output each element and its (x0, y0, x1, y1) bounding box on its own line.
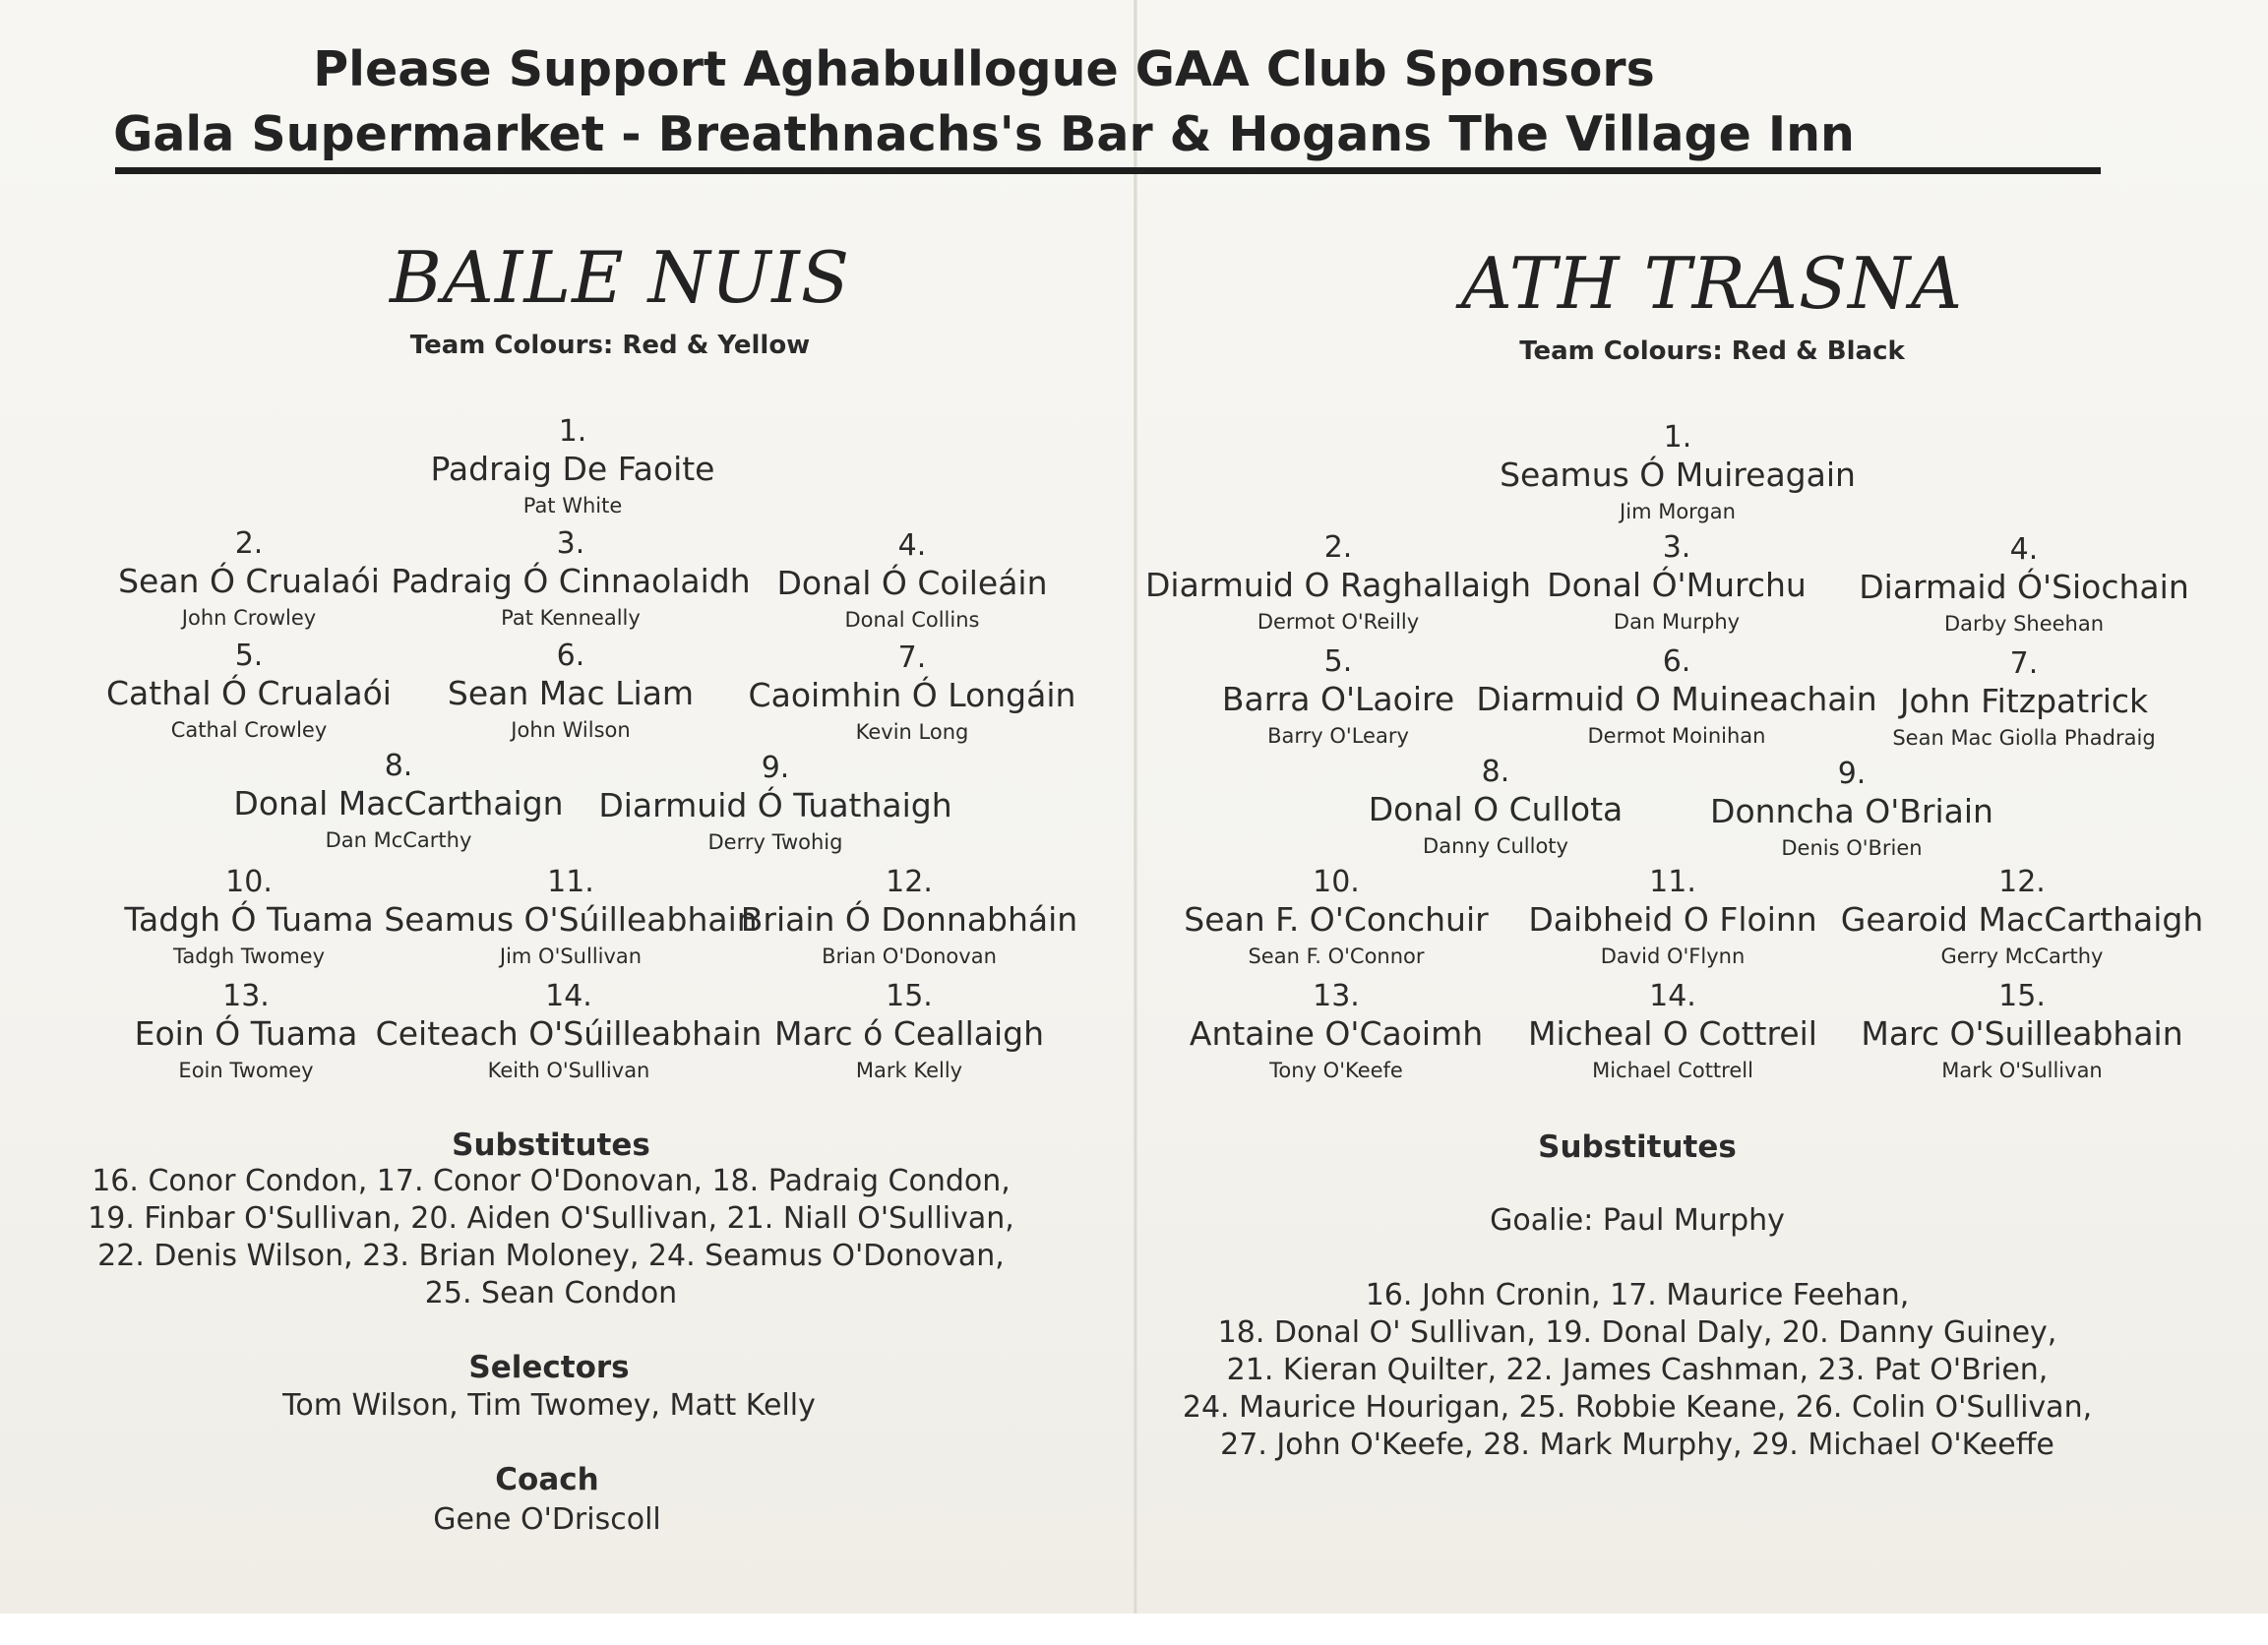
player-slot (391, 527, 750, 634)
coach-title: Coach (495, 1462, 599, 1497)
left-subs-line: 19. Finbar O'Sullivan, 20. Aiden O'Sullivan, 21. Niall O'Sullivan, (88, 1201, 1014, 1236)
player-number: 5. (234, 639, 264, 673)
player-english-name: Pat White (522, 494, 623, 518)
player-slot (118, 527, 380, 634)
player-english-name: Jim O'Sullivan (499, 944, 643, 968)
right-subs-line: 21. Kieran Quilter, 22. James Cashman, 23. Pat O'Brien, (1226, 1353, 2049, 1387)
right-subs-line: 18. Donal O' Sullivan, 19. Donal Daly, 20. Danny Guiney, (1217, 1315, 2057, 1350)
player-english-name: Jim Morgan (1620, 500, 1736, 523)
player-number: 2. (1323, 530, 1353, 565)
left-subs-line: 22. Denis Wilson, 23. Brian Moloney, 24. Seamus O'Donovan, (97, 1239, 1005, 1273)
left-subs-line: 25. Sean Condon (424, 1276, 678, 1310)
left-subs-list (88, 1163, 1014, 1312)
right-subs-line: 16. John Cronin, 17. Maurice Feehan, (1365, 1278, 1910, 1312)
sponsor-heading-line1: Please Support Aghabullogue GAA Club Sponsors (313, 41, 1655, 97)
player-english-name: Darby Sheehan (1943, 612, 2105, 636)
player-irish-name: Diarmuid O Muineachain (1476, 680, 1877, 718)
player-slot (1710, 758, 1993, 864)
player-irish-name: Barra O'Laoire (1221, 680, 1455, 718)
player-slot (598, 752, 951, 858)
player-slot (1500, 421, 1856, 527)
player-english-name: Michael Cottrell (1592, 1059, 1753, 1082)
player-english-name: David O'Flynn (1600, 944, 1746, 968)
player-irish-name: Padraig De Faoite (430, 450, 715, 488)
player-slot (741, 866, 1077, 972)
left-team-colours: Team Colours: Red & Yellow (409, 331, 811, 360)
player-number: 4. (897, 528, 927, 563)
player-english-name: Dermot Moinihan (1587, 724, 1766, 748)
player-number: 15. (886, 979, 933, 1013)
player-slot (1547, 531, 1807, 638)
header-rule (115, 167, 2101, 174)
player-number: 8. (1481, 755, 1510, 789)
player-irish-name: Sean Mac Liam (447, 674, 695, 712)
player-english-name: John Crowley (181, 606, 317, 630)
player-irish-name: Ceiteach O'Súilleabhain (375, 1014, 763, 1053)
player-number: 7. (2009, 646, 2039, 681)
player-number: 2. (234, 526, 264, 561)
player-number: 9. (761, 751, 790, 785)
player-irish-name: Gearoid MacCarthaigh (1840, 900, 2204, 939)
player-irish-name: Donal MacCarthaign (233, 784, 564, 822)
player-slot (776, 529, 1047, 636)
player-english-name: Denis O'Brien (1781, 836, 1923, 860)
player-irish-name: Donal Ó'Murchu (1547, 566, 1807, 604)
player-english-name: Barry O'Leary (1267, 724, 1409, 748)
player-irish-name: Diarmuid O Raghallaigh (1144, 566, 1532, 604)
player-number: 1. (558, 414, 587, 449)
player-irish-name: Caoimhin Ó Longáin (748, 676, 1076, 714)
player-english-name: Tony O'Keefe (1269, 1059, 1403, 1082)
player-slot (1528, 980, 1817, 1086)
coach-name: Gene O'Driscoll (433, 1502, 661, 1537)
player-english-name: Donal Collins (844, 608, 980, 632)
player-slot (774, 980, 1044, 1086)
player-english-name: John Wilson (511, 718, 631, 742)
player-number: 9. (1837, 757, 1867, 791)
player-english-name: Derry Twohig (707, 830, 843, 854)
player-number: 8. (384, 749, 413, 783)
player-english-name: Mark O'Sullivan (1941, 1059, 2103, 1082)
player-irish-name: John Fitzpatrick (1899, 682, 2149, 720)
player-irish-name: Micheal O Cottreil (1528, 1014, 1817, 1053)
player-slot (233, 750, 563, 856)
player-irish-name: Daibheid O Floinn (1528, 900, 1817, 939)
goalie-line: Goalie: Paul Murphy (1490, 1203, 1785, 1238)
player-english-name: Tadgh Twomey (172, 944, 326, 968)
player-slot (431, 415, 715, 521)
player-number: 14. (1649, 979, 1696, 1013)
player-slot (1222, 645, 1454, 752)
player-irish-name: Seamus O'Súilleabhain (384, 900, 758, 939)
player-slot (384, 866, 757, 972)
player-irish-name: Marc ó Ceallaigh (773, 1014, 1045, 1053)
player-slot (448, 640, 694, 746)
player-irish-name: Marc O'Suilleabhain (1861, 1014, 2183, 1053)
player-number: 10. (1313, 865, 1360, 899)
player-slot (1841, 866, 2204, 972)
player-slot (1859, 533, 2188, 640)
player-slot (1184, 866, 1488, 972)
player-slot (1861, 980, 2182, 1086)
selectors-title: Selectors (468, 1350, 630, 1385)
player-english-name: Pat Kenneally (501, 606, 641, 630)
player-number: 3. (1662, 530, 1691, 565)
left-team-name: BAILE NUIS (389, 236, 851, 319)
player-number: 6. (556, 639, 585, 673)
player-slot (106, 640, 392, 746)
player-irish-name: Briain Ó Donnabháin (740, 900, 1078, 939)
right-team-name: ATH TRASNA (1460, 242, 1964, 325)
right-subs-list (1183, 1277, 2092, 1464)
player-number: 7. (897, 640, 927, 675)
player-slot (1892, 647, 2155, 754)
player-irish-name: Donal O Cullota (1368, 790, 1624, 828)
player-number: 13. (1313, 979, 1360, 1013)
right-subs-line: 27. John O'Keefe, 28. Mark Murphy, 29. Michael O'Keeffe (1220, 1428, 2054, 1462)
player-english-name: Keith O'Sullivan (487, 1059, 650, 1082)
player-slot (1476, 645, 1876, 752)
player-slot (135, 980, 358, 1086)
player-irish-name: Seamus Ó Muireagain (1500, 456, 1856, 494)
player-english-name: Dan Murphy (1613, 610, 1741, 634)
player-english-name: Danny Culloty (1423, 834, 1568, 858)
fold-crease (1134, 0, 1137, 1614)
player-number: 14. (545, 979, 592, 1013)
player-irish-name: Sean F. O'Conchuir (1184, 900, 1489, 939)
player-english-name: Dermot O'Reilly (1257, 610, 1420, 634)
player-number: 6. (1662, 644, 1691, 679)
player-number: 15. (1998, 979, 2046, 1013)
player-slot (749, 641, 1076, 748)
player-irish-name: Antaine O'Caoimh (1189, 1014, 1484, 1053)
sponsor-heading-line2: Gala Supermarket - Breathnachs's Bar & Hogans The Village Inn (113, 106, 1855, 162)
player-english-name: Sean Mac Giolla Phadraig (1892, 726, 2156, 750)
player-slot (376, 980, 763, 1086)
player-english-name: Cathal Crowley (170, 718, 328, 742)
player-number: 4. (2009, 532, 2039, 567)
player-slot (1145, 531, 1531, 638)
right-subs-line: 24. Maurice Hourigan, 25. Robbie Keane, 26. Colin O'Sullivan, (1182, 1390, 2093, 1425)
player-irish-name: Cathal Ó Crualaói (106, 674, 392, 712)
player-slot (1369, 756, 1624, 862)
player-irish-name: Donncha O'Briain (1710, 792, 1993, 830)
player-english-name: Dan McCarthy (325, 828, 472, 852)
player-number: 12. (886, 865, 933, 899)
player-english-name: Gerry McCarthy (1940, 944, 2104, 968)
player-english-name: Sean F. O'Connor (1248, 944, 1425, 968)
player-english-name: Eoin Twomey (178, 1059, 314, 1082)
player-number: 3. (556, 526, 585, 561)
player-irish-name: Eoin Ó Tuama (134, 1014, 358, 1053)
player-english-name: Mark Kelly (855, 1059, 963, 1082)
player-english-name: Brian O'Donovan (822, 944, 997, 968)
player-slot (124, 866, 373, 972)
selectors-names: Tom Wilson, Tim Twomey, Matt Kelly (282, 1388, 816, 1423)
player-irish-name: Sean Ó Crualaói (118, 562, 380, 600)
player-irish-name: Donal Ó Coileáin (776, 564, 1048, 602)
player-number: 1. (1663, 420, 1692, 455)
player-irish-name: Padraig Ó Cinnaolaidh (391, 562, 751, 600)
player-irish-name: Diarmuid Ó Tuathaigh (598, 786, 952, 824)
right-subs-title: Substitutes (1538, 1129, 1737, 1165)
player-slot (1190, 980, 1483, 1086)
left-subs-title: Substitutes (452, 1127, 650, 1163)
player-number: 12. (1998, 865, 2046, 899)
left-subs-line: 16. Conor Condon, 17. Conor O'Donovan, 18. Padraig Condon, (92, 1164, 1011, 1198)
player-number: 11. (547, 865, 594, 899)
player-number: 13. (222, 979, 270, 1013)
player-irish-name: Diarmaid Ó'Siochain (1859, 568, 2189, 606)
player-number: 11. (1649, 865, 1696, 899)
player-number: 10. (225, 865, 273, 899)
player-number: 5. (1323, 644, 1353, 679)
right-team-colours: Team Colours: Red & Black (1519, 336, 1905, 366)
player-slot (1528, 866, 1816, 972)
player-irish-name: Tadgh Ó Tuama (124, 900, 374, 939)
player-english-name: Kevin Long (855, 720, 969, 744)
